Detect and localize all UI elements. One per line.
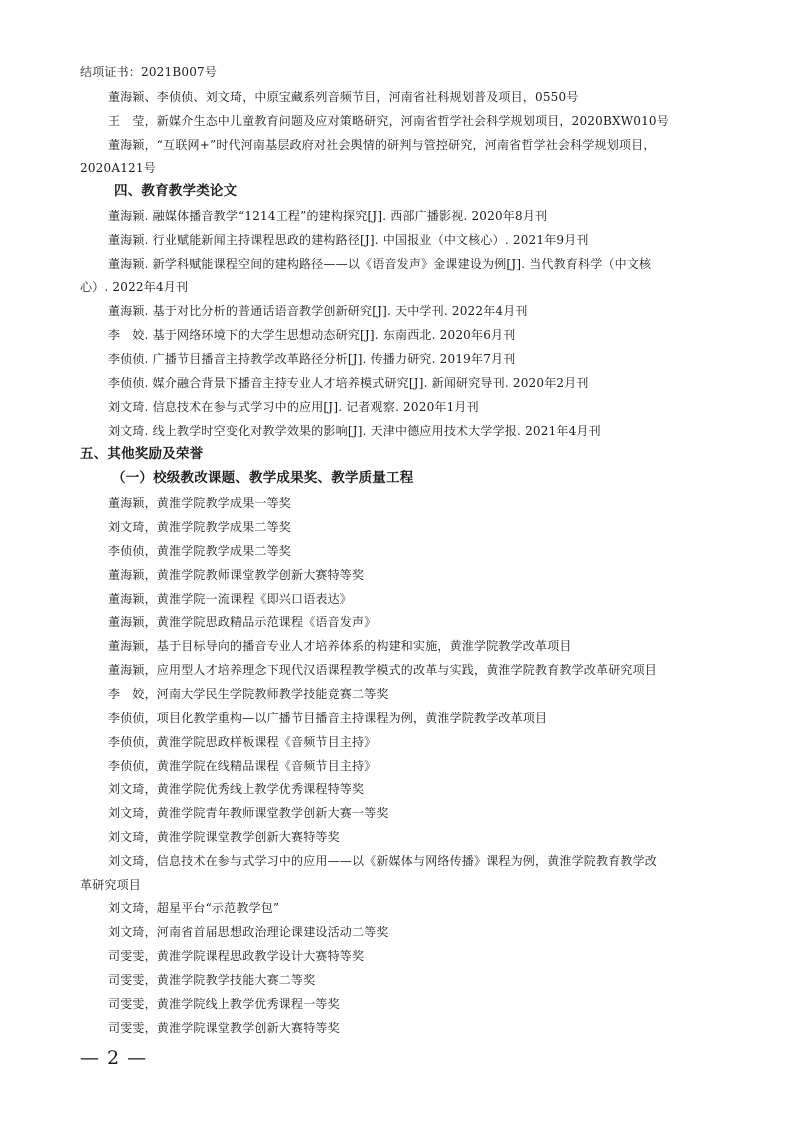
- text-line: 刘文琦，黄淮学院教学成果二等奖: [108, 520, 292, 534]
- text-line: 李侦侦. 媒介融合背景下播音主持专业人才培养模式研究[J]. 新闻研究导刊. 2020年2月刊: [108, 376, 589, 390]
- text-line: 董海颖，黄淮学院思政精品示范课程《语音发声》: [108, 615, 377, 629]
- text-line: 结项证书：2021B007号: [80, 65, 218, 79]
- text-line: 李 姣，河南大学民生学院教师教学技能竞赛二等奖: [108, 687, 389, 701]
- text-line: 刘文琦，黄淮学院优秀线上教学优秀课程特等奖: [108, 782, 365, 796]
- text-line: 董海颖. 融媒体播音教学“1214工程”的建构探究[J]. 西部广播影视. 2020年8月刊: [108, 209, 548, 223]
- text-line: 革研究项目: [80, 878, 142, 892]
- text-line: 王 莹，新媒介生态中儿童教育问题及应对策略研究，河南省哲学社会科学规划项目，2020BXW010号: [108, 114, 669, 128]
- text-line: 刘文琦，黄淮学院青年教师课堂教学创新大赛一等奖: [108, 806, 389, 820]
- text-line: 司雯雯，黄淮学院课程思政教学设计大赛特等奖: [108, 949, 365, 963]
- section-heading: 五、其他奖励及荣誉: [80, 446, 204, 462]
- text-line: 刘文琦，河南省首届思想政治理论课建设活动二等奖: [108, 925, 389, 939]
- text-line: 李 姣. 基于网络环境下的大学生思想动态研究[J]. 东南西北. 2020年6月刊: [108, 328, 516, 342]
- text-line: 李侦侦，黄淮学院在线精品课程《音频节目主持》: [108, 759, 377, 773]
- text-line: 李侦侦. 广播节目播音主持教学改革路径分析[J]. 传播力研究. 2019年7月刊: [108, 352, 516, 366]
- text-line: 董海颖、李侦侦、刘文琦，中原宝藏系列音频节目，河南省社科规划普及项目，0550号: [108, 90, 579, 104]
- text-line: 刘文琦. 信息技术在参与式学习中的应用[J]. 记者观察. 2020年1月刊: [108, 400, 479, 414]
- page-number: — 2 —: [80, 1047, 148, 1069]
- text-line: 董海颖. 基于对比分析的普通话语音教学创新研究[J]. 天中学刊. 2022年4月刊: [108, 304, 528, 318]
- text-line: 心）. 2022年4月刊: [80, 280, 189, 294]
- text-line: 刘文琦，信息技术在参与式学习中的应用——以《新媒体与网络传播》课程为例，黄淮学院教育教学改: [108, 854, 658, 868]
- text-line: 李侦侦，黄淮学院思政样板课程《音频节目主持》: [108, 735, 377, 749]
- text-line: 董海颖. 新学科赋能课程空间的建构路径——以《语音发声》金课建设为例[J]. 当代教育科学（中文核: [108, 257, 652, 271]
- text-line: 李侦侦，项目化教学重构—以广播节目播音主持课程为例，黄淮学院教学改革项目: [108, 711, 548, 725]
- text-line: 董海颖，基于目标导向的播音专业人才培养体系的构建和实施，黄淮学院教学改革项目: [108, 639, 572, 653]
- text-line: 董海颖，黄淮学院教师课堂教学创新大赛特等奖: [108, 568, 365, 582]
- text-line: 李侦侦，黄淮学院教学成果二等奖: [108, 544, 292, 558]
- subsection-heading: （一）校级教改课题、教学成果奖、教学质量工程: [112, 470, 414, 486]
- text-line: 董海颖. 行业赋能新闻主持课程思政的建构路径[J]. 中国报业（中文核心）. 2021年9月刊: [108, 233, 589, 247]
- text-line: 董海颖，“互联网+”时代河南基层政府对社会舆情的研判与管控研究，河南省哲学社会科学规划项目，: [108, 138, 656, 152]
- text-line: 2020A121号: [80, 161, 156, 175]
- text-line: 刘文琦，黄淮学院课堂教学创新大赛特等奖: [108, 830, 340, 844]
- text-line: 董海颖，黄淮学院教学成果一等奖: [108, 496, 292, 510]
- text-line: 刘文琦. 线上教学时空变化对教学效果的影响[J]. 天津中德应用技术大学学报. 2021年4月刊: [108, 424, 601, 438]
- text-line: 董海颖，应用型人才培养理念下现代汉语课程教学模式的改革与实践，黄淮学院教育教学改革研究项目: [108, 663, 658, 677]
- text-line: 司雯雯，黄淮学院线上教学优秀课程一等奖: [108, 997, 340, 1011]
- text-line: 刘文琦，超星平台“示范教学包”: [108, 901, 280, 915]
- text-line: 司雯雯，黄淮学院教学技能大赛二等奖: [108, 973, 316, 987]
- text-line: 司雯雯，黄淮学院课堂教学创新大赛特等奖: [108, 1021, 340, 1035]
- section-heading: 四、教育教学类论文: [114, 183, 238, 199]
- text-line: 董海颖，黄淮学院一流课程《即兴口语表达》: [108, 592, 353, 606]
